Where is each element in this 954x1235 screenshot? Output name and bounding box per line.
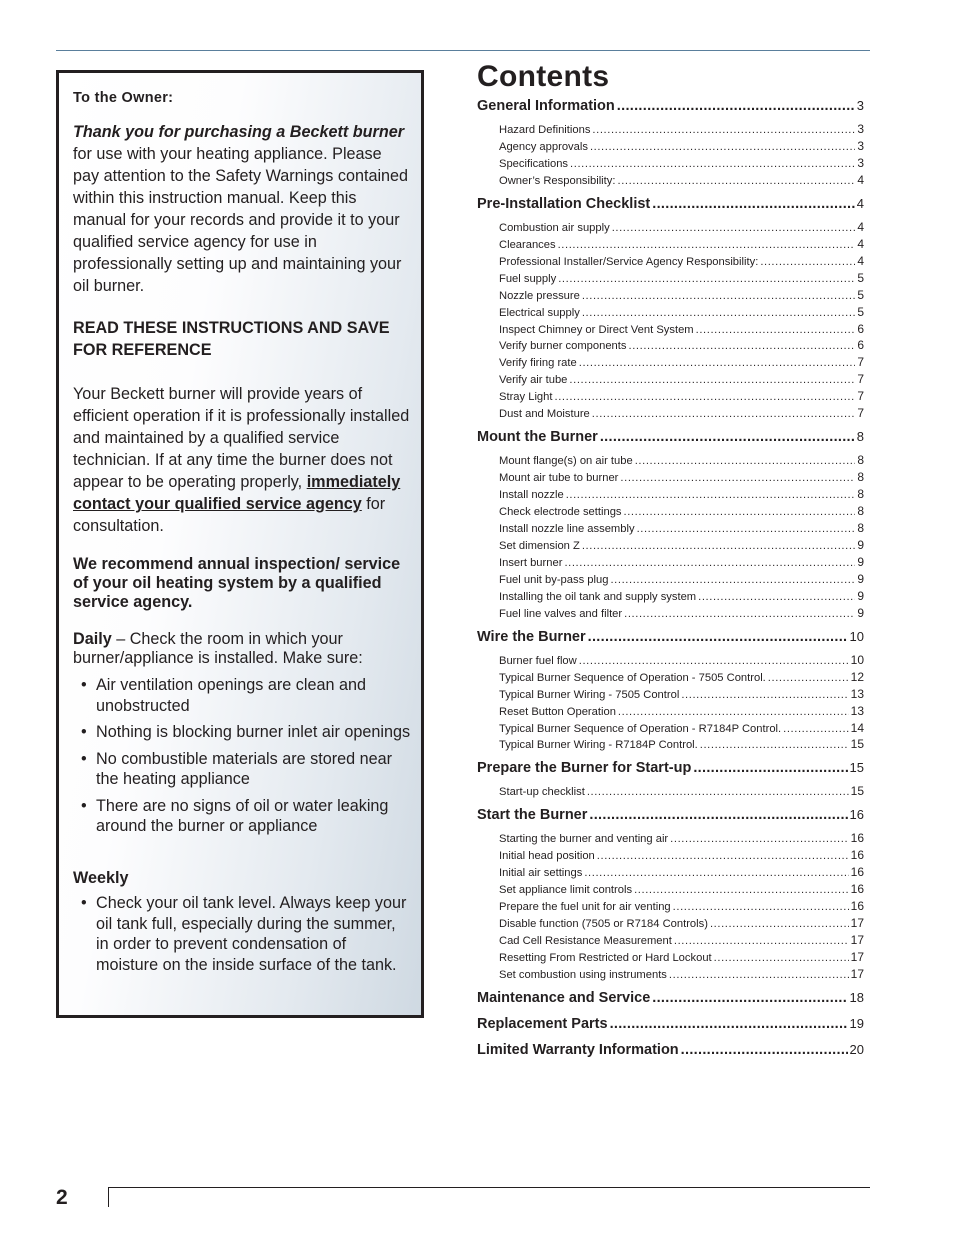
- dot-leader: [592, 124, 855, 136]
- thanks-paragraph: [73, 121, 411, 297]
- contact-agency-emphasis: immediately contact your qualified service agency: [73, 473, 401, 513]
- thanks-text: for use with your heating appliance. Please pay attention to the Safety Warnings contained within this instruction manual. Keep this manual for your records and provide it to your qualified service agency for use in professionally setting up and maintaining your oil burner.: [73, 145, 409, 295]
- toc-subentry-page: 14: [850, 720, 864, 735]
- toc-subentry-label: Fuel supply: [499, 272, 557, 285]
- toc-section-entry-page: 16: [849, 807, 864, 823]
- dot-leader: [624, 506, 856, 518]
- toc-section-entry-label: Maintenance and Service: [477, 989, 651, 1006]
- toc-section-entry-page: 20: [849, 1041, 864, 1057]
- toc-subentry[interactable]: [499, 271, 864, 288]
- toc-subentry[interactable]: [499, 882, 864, 899]
- toc-subentry[interactable]: [499, 504, 864, 521]
- toc-subentry-label: Start-up checklist: [499, 786, 585, 799]
- toc-section-entry-page: 8: [856, 429, 864, 445]
- toc-subentry-page: 9: [857, 537, 864, 552]
- dot-leader: [569, 374, 855, 386]
- toc-section-entry-label: Limited Warranty Information: [477, 1041, 679, 1058]
- toc-subentry-page: 16: [850, 848, 864, 863]
- toc-subentry-label: Inspect Chimney or Direct Vent System: [499, 323, 694, 336]
- toc-subentry-label: Insert burner: [499, 556, 563, 569]
- toc-section-entry-label: Mount the Burner: [477, 429, 598, 446]
- toc-subentry[interactable]: [499, 372, 864, 389]
- toc-section-entry[interactable]: [477, 1042, 864, 1062]
- toc-subentry-page: 3: [857, 122, 864, 136]
- toc-subentry-label: Fuel unit by-pass plug: [499, 573, 609, 586]
- service-paragraph: [73, 383, 411, 537]
- dot-leader: [566, 489, 856, 501]
- bullet-icon: •: [81, 723, 87, 741]
- toc-subentry[interactable]: [499, 687, 864, 704]
- dot-leader: [698, 591, 855, 603]
- dot-leader: [554, 391, 855, 403]
- toc-subentry[interactable]: [499, 288, 864, 305]
- toc-subentry-page: 16: [850, 865, 864, 880]
- dot-leader: [570, 158, 855, 170]
- dot-leader: [618, 706, 849, 718]
- dot-leader: [681, 689, 848, 701]
- toc-subentry-page: 8: [857, 487, 864, 502]
- toc-subentry-label: Electrical supply: [499, 306, 580, 319]
- toc-section-entry-label: Wire the Burner: [477, 628, 586, 645]
- toc-subentry-label: Set combustion using instruments: [499, 968, 667, 981]
- contents-title: Contents: [477, 60, 610, 93]
- dot-leader: [617, 98, 855, 114]
- service-text: Your Beckett burner will provide years of efficient operation if it is professionally installed and maintained by a qualified service technician. If at any time the burner does not appear to be operating properly,: [73, 385, 410, 491]
- toc-subentry-label: Starting the burner and venting air: [499, 833, 669, 846]
- toc-subentry[interactable]: [499, 406, 864, 423]
- dot-leader: [592, 408, 856, 420]
- toc-subentry-page: 8: [857, 521, 864, 535]
- toc-section-entry[interactable]: [477, 98, 864, 118]
- dot-leader: [564, 557, 855, 569]
- toc-subentry[interactable]: [499, 704, 864, 721]
- footer-rule: [108, 1187, 870, 1188]
- toc-subentry[interactable]: [499, 122, 864, 139]
- toc-subentry[interactable]: [499, 721, 864, 738]
- toc-subentry-label: Agency approvals: [499, 140, 588, 153]
- toc-subentry-label: Install nozzle line assembly: [499, 523, 635, 535]
- toc-section-entry[interactable]: [477, 1016, 864, 1036]
- toc-subentry-page: 8: [857, 504, 864, 519]
- toc-subentry-page: 9: [857, 554, 864, 569]
- toc-subentry-page: 15: [850, 737, 864, 752]
- toc-subentry-page: 13: [850, 703, 864, 718]
- dot-leader: [693, 760, 847, 776]
- toc-subentry-label: Fuel line valves and filter: [499, 607, 623, 620]
- toc-subentry-label: Initial air settings: [499, 867, 583, 880]
- toc-subentry[interactable]: [499, 487, 864, 504]
- dot-leader: [700, 739, 849, 751]
- toc-subentry[interactable]: [499, 389, 864, 406]
- toc-subentry-page: 4: [857, 172, 864, 187]
- toc-subentry-page: 6: [857, 338, 864, 353]
- toc-section-entry-page: 18: [849, 989, 864, 1005]
- dot-leader: [587, 786, 849, 798]
- toc-subentry-label: Clearances: [499, 238, 556, 251]
- toc-subentry-page: 4: [857, 219, 864, 234]
- dot-leader: [589, 807, 847, 823]
- toc-subentry-label: Verify air tube: [499, 374, 568, 387]
- toc-subentry-page: 9: [857, 571, 864, 586]
- toc-subentry-page: 17: [850, 966, 864, 981]
- weekly-checklist: [73, 893, 411, 975]
- list-item: • Nothing is blocking burner inlet air openings: [81, 723, 411, 741]
- dot-leader: [620, 472, 855, 484]
- toc-subentry-label: Owner’s Responsibility:: [499, 174, 616, 187]
- toc-subentry-page: 8: [857, 453, 864, 468]
- dot-leader: [597, 850, 849, 862]
- toc-section-entry-page: 10: [849, 628, 864, 644]
- toc-subentry-page: 5: [857, 270, 864, 285]
- toc-subentry-page: 5: [857, 287, 864, 302]
- list-item: • Check your oil tank level. Always keep your oil tank full, especially during the summer, in order to prevent condensation of moisture on the inside surface of the tank.: [81, 894, 407, 974]
- daily-label: Daily: [73, 630, 112, 648]
- toc-subentry-label: Typical Burner Sequence of Operation - R7184P Control.: [499, 722, 782, 735]
- toc-subentry-page: 5: [857, 304, 864, 319]
- toc-subentry[interactable]: [499, 139, 864, 156]
- dot-leader: [760, 256, 855, 268]
- toc-subentry-page: 13: [850, 686, 864, 701]
- owner-notice-box: [56, 70, 424, 1018]
- dot-leader: [624, 608, 855, 620]
- toc-subentry-page: 12: [850, 669, 864, 684]
- toc-subentry[interactable]: [499, 831, 864, 848]
- toc-subentry-label: Disable function (7505 or R7184 Controls): [499, 918, 708, 931]
- toc-subentry-page: 9: [857, 588, 864, 603]
- toc-subentry-label: Cad Cell Resistance Measurement: [499, 935, 672, 948]
- toc-subentry[interactable]: [499, 470, 864, 487]
- toc-subentry[interactable]: [499, 653, 864, 670]
- service-text-tail: for consultation.: [73, 495, 386, 535]
- toc-subentry[interactable]: [499, 606, 864, 623]
- toc-section-entry[interactable]: [477, 807, 864, 827]
- toc-section-entry-page: 3: [856, 98, 864, 113]
- toc-section-entry[interactable]: [477, 990, 864, 1010]
- weekly-label: Weekly: [73, 869, 129, 887]
- toc-subentry-label: Combustion air supply: [499, 221, 610, 234]
- dot-leader: [637, 523, 856, 535]
- toc-subentry[interactable]: [499, 670, 864, 687]
- toc-subentry[interactable]: [499, 338, 864, 355]
- toc-subentry-page: 17: [850, 950, 864, 964]
- toc-section-entry-page: 4: [856, 195, 864, 211]
- toc-section-entry[interactable]: [477, 429, 864, 449]
- bullet-icon: •: [81, 796, 87, 815]
- toc-subentry-label: Set dimension Z: [499, 539, 580, 552]
- dot-leader: [582, 540, 855, 552]
- page-number: 2: [56, 1186, 68, 1209]
- dot-leader: [768, 672, 849, 684]
- toc-subentry[interactable]: [499, 848, 864, 865]
- dot-leader: [714, 952, 849, 964]
- toc-subentry[interactable]: [499, 453, 864, 470]
- dot-leader: [617, 175, 855, 187]
- toc-subentry-page: 16: [850, 882, 864, 897]
- toc-section-entry[interactable]: [477, 629, 864, 649]
- toc-subentry[interactable]: [499, 355, 864, 372]
- dot-leader: [652, 196, 855, 212]
- toc-subentry-page: 6: [857, 321, 864, 336]
- dot-leader: [652, 990, 847, 1006]
- toc-subentry[interactable]: [499, 967, 864, 984]
- toc-section-entry-page: 19: [849, 1015, 864, 1031]
- dot-leader: [673, 901, 849, 913]
- daily-paragraph: [73, 630, 411, 668]
- dot-leader: [590, 141, 855, 153]
- dot-leader: [584, 867, 848, 879]
- thanks-emphasis: Thank you for purchasing a Beckett burner: [73, 123, 405, 141]
- toc-subentry-label: Typical Burner Wiring - R7184P Control.: [499, 739, 698, 752]
- dot-leader: [579, 357, 856, 369]
- toc-subentry-label: Burner fuel flow: [499, 654, 577, 667]
- dot-leader: [558, 239, 856, 251]
- toc-subentry-page: 4: [857, 253, 864, 268]
- toc-subentry-page: 7: [857, 372, 864, 387]
- toc-section-entry-label: General Information: [477, 98, 615, 114]
- dot-leader: [582, 290, 855, 302]
- toc-section-entry[interactable]: [477, 196, 864, 216]
- dot-leader: [582, 307, 855, 319]
- toc-subentry-label: Professional Installer/Service Agency Responsibility:: [499, 255, 759, 268]
- dot-leader: [558, 273, 855, 285]
- toc-subentry-label: Prepare the fuel unit for air venting: [499, 901, 671, 914]
- toc-subentry-label: Reset Button Operation: [499, 705, 616, 718]
- toc-subentry[interactable]: [499, 305, 864, 322]
- toc-subentry[interactable]: [499, 555, 864, 572]
- toc-subentry[interactable]: [499, 950, 864, 967]
- bullet-icon: •: [81, 749, 87, 768]
- toc-subentry-page: 7: [857, 406, 864, 421]
- toc-subentry-page: 15: [850, 784, 864, 799]
- toc-subentry-page: 4: [857, 236, 864, 251]
- toc-subentry-label: Hazard Definitions: [499, 124, 591, 136]
- dot-leader: [610, 574, 855, 586]
- toc-subentry-label: Set appliance limit controls: [499, 884, 633, 897]
- bullet-icon: •: [81, 894, 87, 912]
- toc-subentry[interactable]: [499, 916, 864, 933]
- toc-subentry[interactable]: [499, 899, 864, 916]
- toc-subentry-label: Installing the oil tank and supply system: [499, 590, 697, 603]
- toc-subentry-page: 17: [850, 933, 864, 948]
- toc-subentry-label: Dust and Moisture: [499, 408, 590, 421]
- toc-section-entry-label: Prepare the Burner for Start-up: [477, 760, 692, 777]
- toc-section-entry-label: Pre-Installation Checklist: [477, 195, 651, 212]
- owner-heading: To the Owner:: [73, 90, 174, 106]
- daily-text: – Check the room in which your burner/appliance is installed. Make sure:: [73, 630, 363, 667]
- header-rule: [56, 50, 870, 51]
- annual-inspection-notice: We recommend annual inspection/ service of your oil heating system by a qualified service agency.: [73, 555, 401, 611]
- toc-subentry-label: Nozzle pressure: [499, 289, 580, 302]
- toc-subentry-page: 16: [850, 899, 864, 914]
- toc-subentry[interactable]: [499, 156, 864, 173]
- toc-subentry-label: Mount flange(s) on air tube: [499, 455, 633, 468]
- dot-leader: [681, 1042, 848, 1058]
- dot-leader: [696, 324, 856, 336]
- toc-subentry[interactable]: [499, 933, 864, 950]
- toc-subentry-page: 3: [857, 138, 864, 153]
- dot-leader: [588, 629, 848, 645]
- toc-subentry[interactable]: [499, 737, 864, 754]
- toc-subentry-label: Initial head position: [499, 850, 595, 863]
- dot-leader: [600, 429, 855, 445]
- toc-subentry-label: Typical Burner Wiring - 7505 Control: [499, 688, 680, 701]
- list-item: • Air ventilation openings are clean and unobstructed: [81, 676, 366, 715]
- toc-subentry-label: Mount air tube to burner: [499, 472, 619, 485]
- dot-leader: [783, 723, 849, 735]
- dot-leader: [612, 222, 856, 234]
- list-item: • No combustible materials are stored near the heating appliance: [81, 749, 393, 788]
- toc-subentry-page: 7: [857, 389, 864, 404]
- toc-subentry-label: Verify burner components: [499, 340, 627, 353]
- toc-subentry-page: 7: [857, 355, 864, 370]
- dot-leader: [674, 935, 849, 947]
- dot-leader: [670, 833, 848, 845]
- dot-leader: [579, 655, 849, 667]
- dot-leader: [710, 918, 849, 930]
- dot-leader: [634, 884, 849, 896]
- toc-subentry-label: Typical Burner Sequence of Operation - 7505 Control.: [499, 671, 766, 684]
- read-instructions-notice: READ THESE INSTRUCTIONS AND SAVE FOR REFERENCE: [73, 319, 390, 359]
- toc-subentry[interactable]: [499, 538, 864, 555]
- list-item: • There are no signs of oil or water leaking around the burner or appliance: [81, 796, 389, 835]
- bullet-icon: •: [81, 676, 87, 694]
- toc-section-entry-label: Replacement Parts: [477, 1015, 608, 1032]
- toc-subentry-page: 10: [850, 652, 864, 667]
- toc-subentry[interactable]: [499, 220, 864, 237]
- toc-subentry-label: Resetting From Restricted or Hard Lockout: [499, 952, 712, 964]
- toc-subentry-page: 9: [857, 605, 864, 620]
- toc-subentry[interactable]: [499, 589, 864, 606]
- dot-leader: [610, 1016, 848, 1032]
- toc-subentry[interactable]: [499, 572, 864, 589]
- footer-rule-tick: [108, 1187, 109, 1207]
- toc-subentry-label: Install nozzle: [499, 489, 564, 502]
- toc-subentry-label: Verify firing rate: [499, 357, 577, 370]
- toc-section-entry[interactable]: [477, 760, 864, 780]
- toc-subentry-page: 8: [857, 470, 864, 485]
- toc-subentry-page: 16: [850, 831, 864, 846]
- toc-subentry[interactable]: [499, 322, 864, 339]
- toc-subentry-label: Specifications: [499, 157, 569, 170]
- toc-subentry-label: Check electrode settings: [499, 506, 622, 519]
- toc-subentry[interactable]: [499, 173, 864, 190]
- daily-checklist: [73, 675, 411, 837]
- toc-section-entry-page: 15: [849, 760, 864, 776]
- toc-section-entry-label: Start the Burner: [477, 807, 588, 824]
- toc-subentry-label: Stray Light: [499, 391, 553, 404]
- dot-leader: [635, 455, 856, 467]
- toc-subentry[interactable]: [499, 865, 864, 882]
- toc-subentry[interactable]: [499, 521, 864, 538]
- toc-subentry[interactable]: [499, 254, 864, 271]
- toc-subentry-page: 17: [850, 916, 864, 931]
- toc-subentry[interactable]: [499, 784, 864, 801]
- dot-leader: [669, 969, 849, 981]
- toc-subentry[interactable]: [499, 237, 864, 254]
- dot-leader: [628, 340, 855, 352]
- toc-subentry-page: 3: [857, 155, 864, 170]
